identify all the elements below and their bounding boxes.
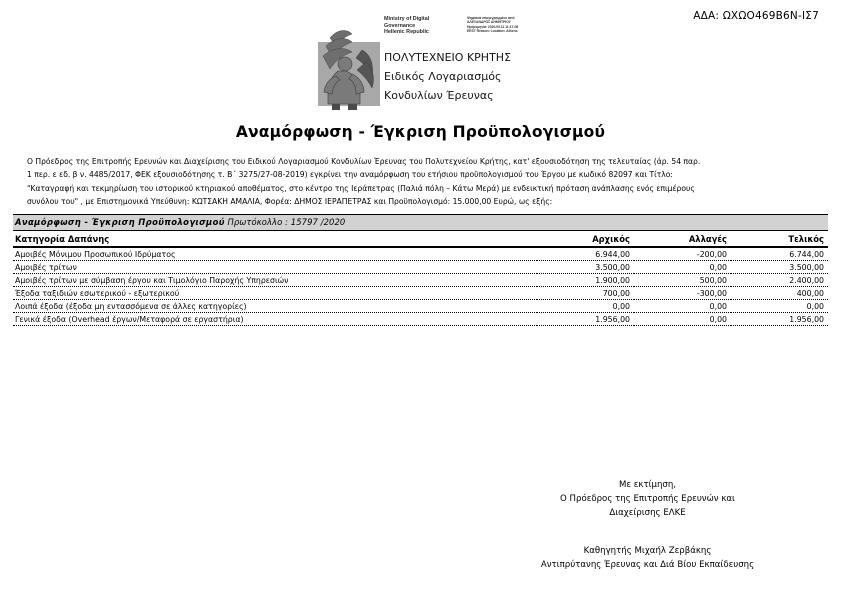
daedalus-figure-icon [312, 24, 384, 110]
cell-changes: -200,00 [634, 247, 731, 261]
intro-line-2: 1 περ. ε εδ. β ν. 4485/2017, ΦΕΚ εξουσιοδότησης τ. Β΄ 3275/27-08-2019) εγκρίνει την αναμόρφωση του ετήσιου προϋπολογισμού του Έργου με κωδικό 82097 και Τίτλο: [27, 170, 673, 180]
document-header [312, 16, 572, 116]
ministry-line-3: Hellenic Republic [384, 29, 429, 36]
section-band [13, 215, 828, 230]
intro-paragraph [27, 155, 814, 208]
budget-table-section [13, 214, 828, 326]
intro-line-4: συνόλου του" , με Επιστημονικά Υπεύθυνη: ΚΩΤΣΑΚΗ ΑΜΑΛΙΑ, Φορέα: ΔΗΜΟΣ ΙΕΡΑΠΕΤΡΑΣ και Προϋπολογισμό: 15.000,00 Ευρώ, ως εξής: [27, 196, 553, 206]
cell-changes: 0,00 [634, 300, 731, 313]
institution-line-3: Κονδυλίων Έρευνας [384, 89, 494, 102]
ministry-line-2: Governance [384, 22, 416, 29]
cell-initial: 1.900,00 [537, 274, 634, 287]
column-header-initial: Αρχικός [537, 231, 634, 247]
intro-line-1: Ο Πρόεδρος της Επιτροπής Ερευνών και Διαχείρισης του Ειδικού Λογαριασμού Κονδυλίων Έρευνας του Πολυτεχνείου Κρήτης, κατ' εξουσιοδότηση της τελευταίας (άρ. 54 παρ. [27, 157, 701, 166]
cell-category: Γενικά έξοδα (Overhead έργων/Μεταφορά σε εργαστήρια) [13, 313, 537, 326]
cell-initial: 0,00 [537, 300, 634, 313]
signature-block [475, 478, 820, 572]
table-row [13, 313, 828, 326]
cell-category: Έξοδα ταξιδιών εσωτερικού - εξωτερικού [13, 287, 537, 300]
section-band-protocol: Πρωτόκολλο : 15797 /2020 [227, 217, 346, 227]
cell-category: Λοιπά έξοδα (έξοδα μη εντασσόμενα σε άλλες κατηγορίες) [13, 300, 537, 313]
table-row [13, 300, 828, 313]
cell-final: 400,00 [731, 287, 828, 300]
ministry-name-en [384, 16, 429, 36]
table-row [13, 247, 828, 261]
cell-final: 6.744,00 [731, 247, 828, 261]
column-header-changes: Αλλαγές [634, 231, 731, 247]
cell-initial: 3.500,00 [537, 261, 634, 274]
cell-category: Αμοιβές τρίτων με σύμβαση έργου και Τιμολόγιο Παροχής Υπηρεσιών [13, 274, 537, 287]
table-row [13, 287, 828, 300]
cell-final: 0,00 [731, 300, 828, 313]
budget-table-body [13, 247, 828, 326]
cell-changes: 500,00 [634, 274, 731, 287]
digital-signature-stamp: Ψηφιακά υπογεγραμμένο από ΑΛΕΞΑΝΔΡΟΣ ΔΗΜΗΤΡΙΟΥ Ημερομηνία: 2020.09.11 11:17:08 EEST Reason: Location: Athens [467, 16, 519, 34]
section-band-title: Αναμόρφωση - Έγκριση Προϋπολογισμού [15, 217, 225, 227]
ada-code: ΑΔΑ: ΩΧΩΟ469Β6Ν-ΙΣ7 [693, 10, 819, 22]
ministry-line-1: Ministry of Digital [384, 16, 430, 22]
budget-table [13, 231, 828, 326]
column-header-final: Τελικός [731, 231, 828, 247]
institution-name [384, 48, 511, 105]
signature-role-line-1: Ο Πρόεδρος της Επιτροπής Ερευνών και [560, 494, 735, 504]
signatory-name: Καθηγητής Μιχαήλ Ζερβάκης [583, 546, 712, 556]
institution-line-2: Ειδικός Λογαριασμός [384, 70, 502, 83]
page-title: Αναμόρφωση - Έγκριση Προϋπολογισμού [235, 123, 606, 141]
table-row [13, 261, 828, 274]
signature-spacer [475, 520, 820, 544]
cell-category: Αμοιβές Μόνιμου Προσωπικού Ιδρύματος [13, 247, 537, 261]
cell-category: Αμοιβές τρίτων [13, 261, 537, 274]
cell-changes: 0,00 [634, 313, 731, 326]
table-row [13, 274, 828, 287]
cell-initial: 6.944,00 [537, 247, 634, 261]
intro-line-3: "Καταγραφή και τεκμηρίωση του ιστορικού κτηριακού αποθέματος, στο κέντρο της Ιεράπετρας (Παλιά πόλη – Κάτω Μερά) με ενδεικτική πρόταση ανάπλασης ενός επιμέρους [27, 183, 695, 193]
cell-final: 3.500,00 [731, 261, 828, 274]
cell-changes: 0,00 [634, 261, 731, 274]
signature-greeting: Με εκτίμηση, [618, 480, 677, 490]
cell-initial: 1.956,00 [537, 313, 634, 326]
cell-final: 1.956,00 [731, 313, 828, 326]
cell-changes: -300,00 [634, 287, 731, 300]
table-header-row [13, 231, 828, 247]
institution-line-1: ΠΟΛΥΤΕΧΝΕΙΟ ΚΡΗΤΗΣ [384, 51, 512, 64]
cell-final: 2.400,00 [731, 274, 828, 287]
signatory-role: Αντιπρύτανης Έρευνας και Διά Βίου Εκπαίδευσης [540, 560, 755, 570]
institution-logo-icon [312, 24, 384, 110]
cell-initial: 700,00 [537, 287, 634, 300]
signature-role-line-2: Διαχείρισης ΕΛΚΕ [609, 508, 686, 518]
column-header-category: Κατηγορία Δαπάνης [13, 231, 537, 247]
